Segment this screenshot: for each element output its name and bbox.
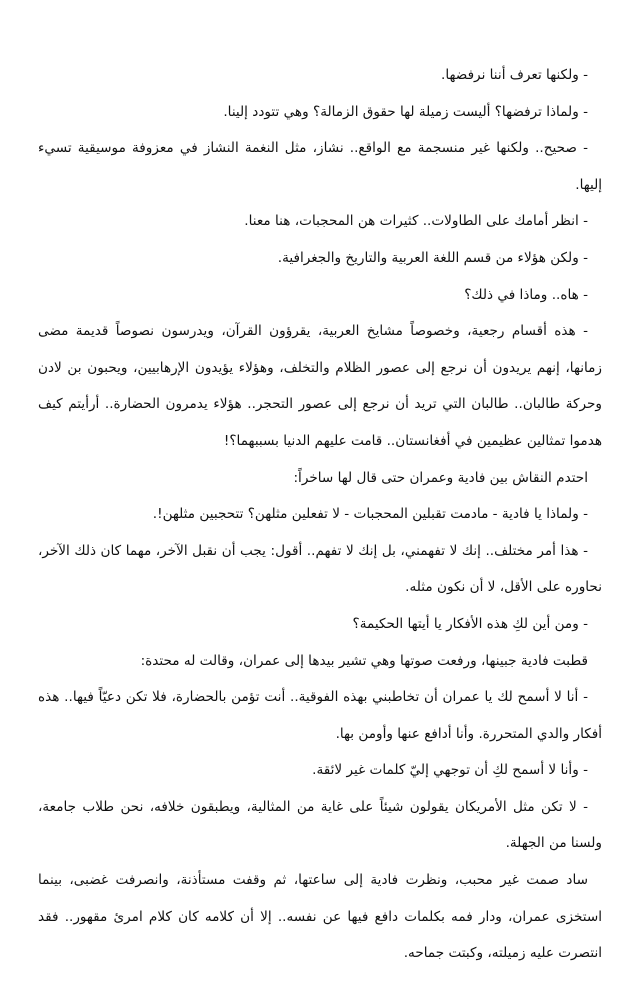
paragraph: - ولماذا يا فادية - مادمت تقبلين المحجبات - لا تفعلين مثلهن؟ تتحجبين مثلهن!. <box>152 506 588 523</box>
paragraph: - ولكن هؤلاء من قسم اللغة العربية والتاريخ والجغرافية. <box>277 249 588 266</box>
document-page <box>38 57 602 972</box>
paragraph: - ومن أين لكِ هذه الأفكار يا أيتها الحكيمة؟ <box>352 615 588 632</box>
paragraph: - انظر أمامك على الطاولات.. كثيرات هن المحجبات، هنا معنا. <box>244 213 588 230</box>
paragraph: ساد صمت غير محبب، ونظرت فادية إلى ساعتها، ثم وقفت مستأذنة، وانصرفت غضبى، بينما استخزى عمران، ودار فمه بكلمات دافع فيها عن نفسه.. إلا أن كلامه كان كلام امرئ مقهور.. فقد انتصرت عليه زميلته، وكبتت جماحه. <box>38 872 602 962</box>
paragraph: - هاه.. وماذا في ذلك؟ <box>464 286 588 303</box>
paragraph: - هذه أقسام رجعية، وخصوصاً مشايخ العربية، يقرؤون القرآن، ويدرسون نصوصاً قديمة مضى زمانها، إنهم يريدون أن نرجع إلى عصور الظلام والتخلف، وهؤلاء يؤيدون الإرهابيين، ويحبون بن لادن وحركة طالبان.. طالبان التي تريد أن نرجع إلى عصور التحجر.. هؤلاء يدمرون الحضارة.. أرأيتم كيف هدموا تمثالين عظيمين في أفغانستان.. قامت عليهم الدنيا بسببهما؟! <box>38 323 602 449</box>
paragraph: قطبت فادية جبينها، ورفعت صوتها وهي تشير بيدها إلى عمران، وقالت له محتدة: <box>140 652 588 669</box>
paragraph: - ولماذا ترفضها؟ أليست زميلة لها حقوق الزمالة؟ وهي تتودد إلينا. <box>223 103 588 120</box>
paragraph: - هذا أمر مختلف.. إنك لا تفهمني، بل إنك لا تفهم.. أقول: يجب أن نقبل الآخر، مهما كان ذلك الآخر، نحاوره على الأقل، لا أن نكون مثله. <box>38 542 602 596</box>
paragraph: - أنا لا أسمح لك يا عمران أن تخاطبني بهذه الفوقية.. أنت تؤمن بالحضارة، فلا تكن دعيّاً فيها.. هذه أفكار والدي المتحررة. وأنا أدافع عنها وأومن بها. <box>38 689 602 742</box>
paragraph: - صحيح.. ولكنها غير منسجمة مع الواقع.. نشاز، مثل النغمة النشاز في معزوفة موسيقية تسيء إليها. <box>38 140 602 193</box>
paragraph: - وأنا لا أسمح لكِ أن توجهي إليّ كلمات غير لائقة. <box>312 762 588 779</box>
paragraph: - ولكنها تعرف أننا نرفضها. <box>441 67 588 83</box>
paragraph: - لا تكن مثل الأمريكان يقولون شيئاً على غاية من المثالية، ويطبقون خلافه، نحن طلاب جامعة، ولسنا من الجهلة. <box>38 798 602 852</box>
paragraph: احتدم النقاش بين فادية وعمران حتى قال لها ساخراً: <box>293 469 588 486</box>
